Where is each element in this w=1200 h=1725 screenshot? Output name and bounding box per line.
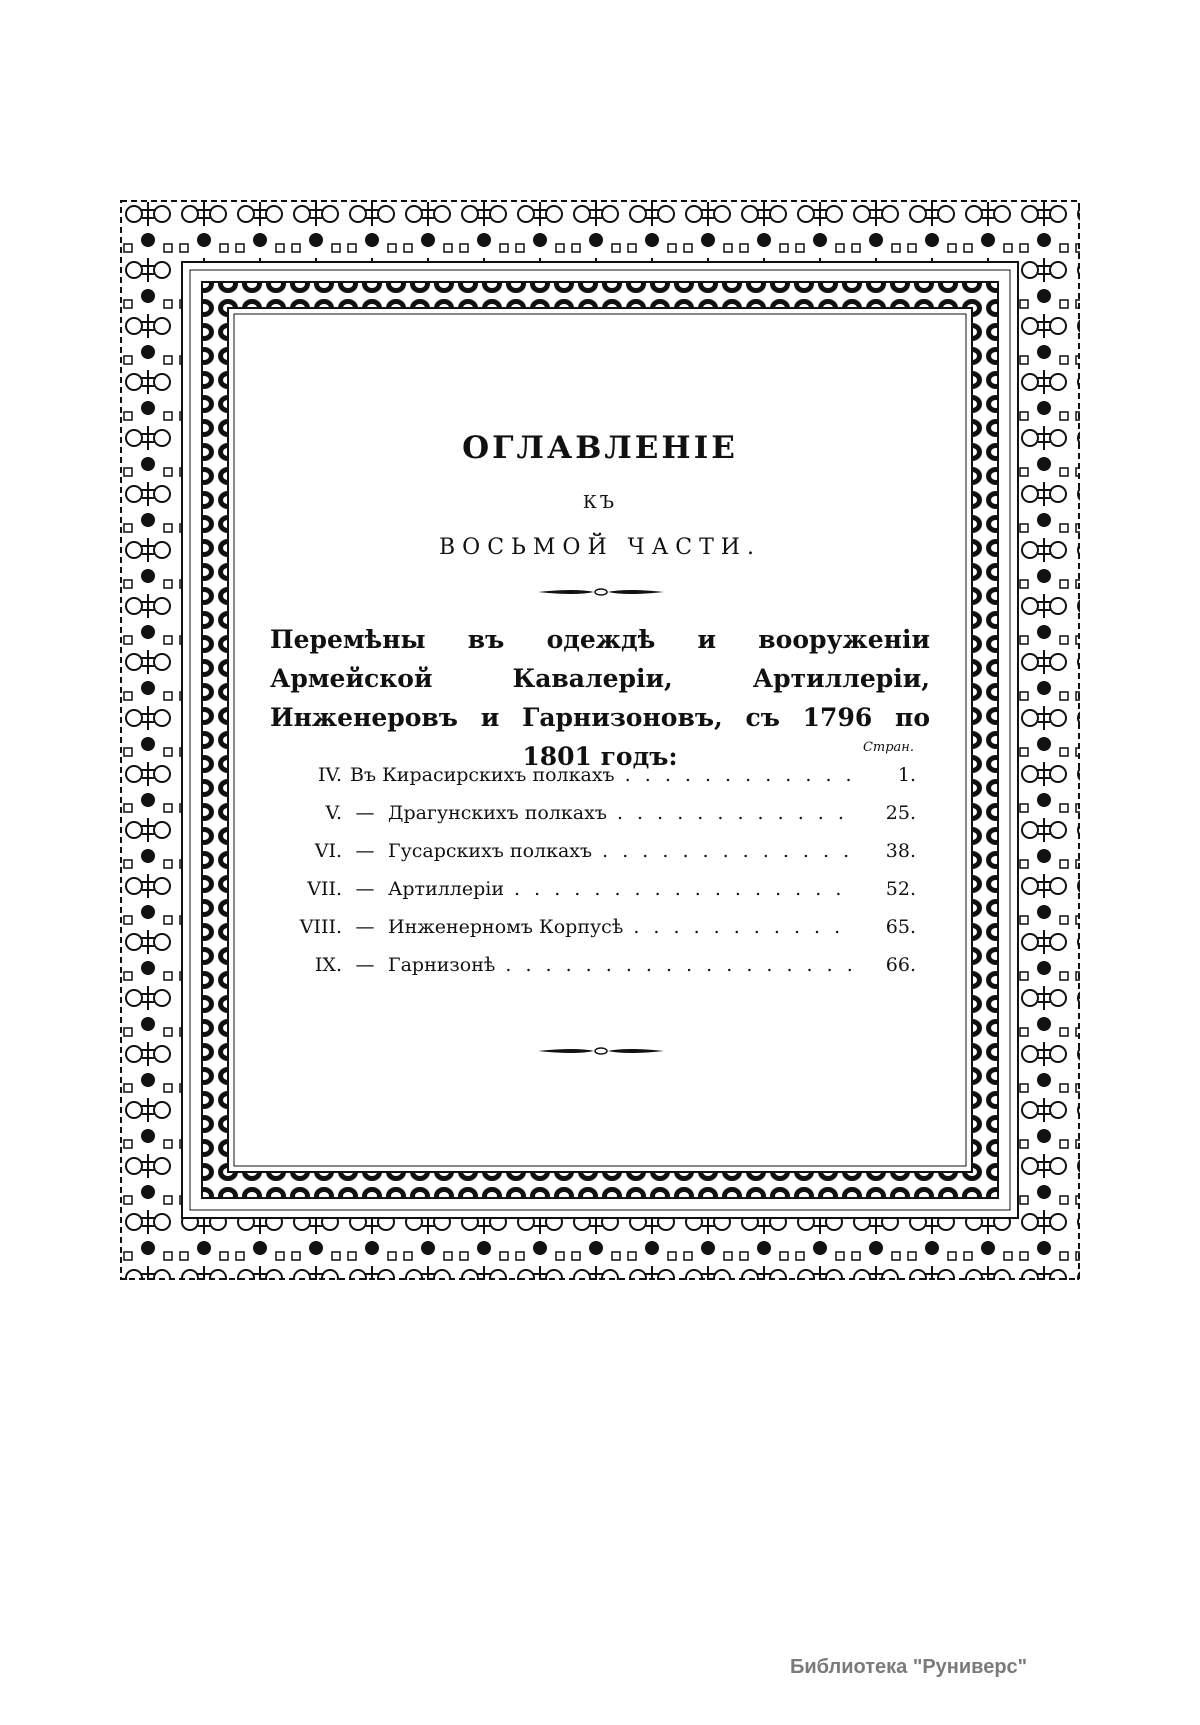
toc-number: IV. bbox=[318, 764, 342, 786]
toc-page-number: 1. bbox=[860, 760, 916, 790]
toc-number: VI. bbox=[314, 840, 342, 862]
toc-page-number: 38. bbox=[860, 836, 916, 866]
toc-row bbox=[262, 912, 916, 942]
subtitle-part: ВОСЬМОЙ ЧАСТИ. bbox=[439, 535, 761, 560]
toc-row bbox=[262, 874, 916, 904]
toc-dash: — bbox=[355, 878, 375, 900]
toc-number: VII. bbox=[307, 878, 342, 900]
toc-number: VIII. bbox=[299, 916, 342, 938]
toc-page-number: 65. bbox=[860, 912, 916, 942]
toc-dash: — bbox=[355, 802, 375, 824]
toc-row bbox=[262, 836, 916, 866]
toc-entry-text: Артиллеріи . . . bbox=[388, 874, 856, 904]
toc-dash: — bbox=[355, 916, 375, 938]
page-column-label: Стран. bbox=[862, 740, 914, 755]
toc-content bbox=[262, 330, 938, 1050]
toc-entry-text: Въ Кирасирскихъ полкахъ . . . bbox=[350, 760, 856, 790]
toc-number: V. bbox=[325, 802, 342, 824]
divider-flourish-icon bbox=[536, 586, 666, 598]
toc-row bbox=[262, 950, 916, 980]
toc-number: IX. bbox=[314, 954, 342, 976]
subtitle-preposition: КЪ bbox=[582, 492, 618, 513]
page-title: ОГЛАВЛЕНІЕ bbox=[462, 430, 738, 466]
toc-dash: — bbox=[355, 954, 375, 976]
toc-page-number: 25. bbox=[860, 798, 916, 828]
toc-entry-text: Гарнизонѣ . . . bbox=[388, 950, 856, 980]
divider-flourish-icon bbox=[536, 1045, 666, 1057]
toc-entry-text: Гусарскихъ полкахъ . . . bbox=[388, 836, 856, 866]
toc-dash: — bbox=[355, 840, 375, 862]
library-watermark: Библиотека "Руниверс" bbox=[790, 1656, 1028, 1678]
toc-entry-text: Инженерномъ Корпусѣ . . . bbox=[388, 912, 856, 942]
section-heading: Перемѣны въ одеждѣ и вооруженіи Армейской Кавалеріи, Артиллеріи, Инженеровъ и Гарнизоновъ, съ 1796 по 1801 годъ: bbox=[270, 625, 930, 771]
toc-row bbox=[262, 760, 916, 790]
toc-row bbox=[262, 798, 916, 828]
toc-entry-text: Драгунскихъ полкахъ . . . bbox=[388, 798, 856, 828]
toc-page-number: 66. bbox=[860, 950, 916, 980]
toc-page-number: 52. bbox=[860, 874, 916, 904]
